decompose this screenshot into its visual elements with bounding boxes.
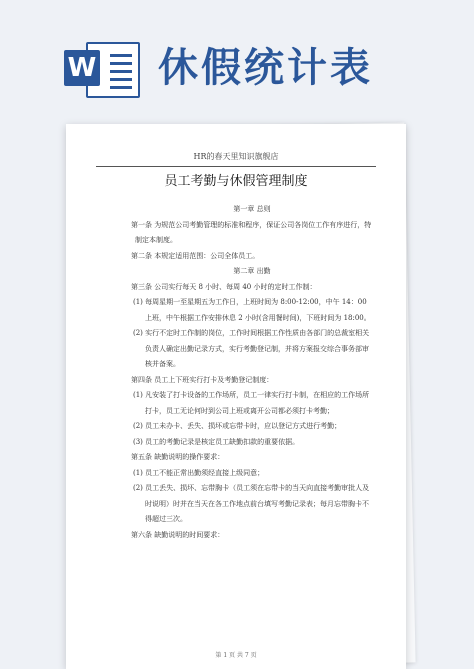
article-3-item-2: (2) 实行不定时工作制的岗位，工作时间根据工作性质由各部门的总裁室相关负责人确定出勤记录方式，实行考勤登记制，并将方案报交综合事务部审核并备案。 — [133, 329, 370, 368]
document-body — [129, 202, 375, 543]
article-2: 第二条 本规定适用范围：公司全体员工。 — [131, 251, 260, 260]
chapter-heading-1: 第一章 总则 — [233, 205, 271, 213]
article-4-item-1: (1) 凡安装了打卡设备的工作场所，员工一律实行打卡制，在相应的工作场所打卡，员工无论何时到公司上班或离开公司都必须打卡考勤； — [133, 391, 370, 415]
word-logo-letter: W — [64, 50, 100, 86]
article-4: 第四条 员工上下班实行打卡及考勤登记制度： — [131, 375, 274, 384]
banner — [0, 0, 474, 122]
article-6: 第六条 缺勤说明的时间要求： — [131, 530, 225, 539]
article-3-item-1: (1) 每周星期一至星期五为工作日，上班时间为 8:00-12:00，中午 14：00 上班，中午根据工作安排休息 2 小时(含用餐时间)，下班时间为 18:00。 — [133, 298, 371, 322]
article-1: 第一条 为规范公司考勤管理的标准和程序，保证公司各岗位工作有序进行，特制定本制度。 — [131, 220, 372, 244]
banner-title: 休假统计表 — [158, 45, 373, 91]
article-3: 第三条 公司实行每天 8 小时、每周 40 小时的定时工作制： — [131, 282, 317, 291]
page-footer: 第 1 页 共 7 页 — [215, 652, 257, 659]
article-5-item-1: (1) 员工不能正常出勤须经直接上级同意； — [133, 468, 265, 477]
document-page — [66, 124, 406, 669]
page-header: HR的春天里知识旗舰店 — [96, 151, 376, 167]
chapter-heading-2: 第二章 出勤 — [233, 267, 271, 275]
article-4-item-2: (2) 员工未办卡、丢失、损坏或忘带卡时，应以登记方式进行考勤； — [133, 422, 342, 430]
article-4-item-3: (3) 员工的考勤记录是核定员工缺勤扣款的重要依据。 — [133, 437, 300, 446]
word-document-icon — [64, 38, 138, 98]
document-title: 员工考勤与休假管理制度 — [164, 174, 308, 189]
article-5: 第五条 缺勤说明的操作要求： — [131, 453, 225, 461]
article-5-item-2: (2) 员工丢失、损坏、忘带胸卡（员工须在忘带卡的当天向直接考勤审批人及时说明）时并在当天在各工作地点前台填写考勤记录表；每月忘带胸卡不得超过三次。 — [133, 484, 370, 523]
